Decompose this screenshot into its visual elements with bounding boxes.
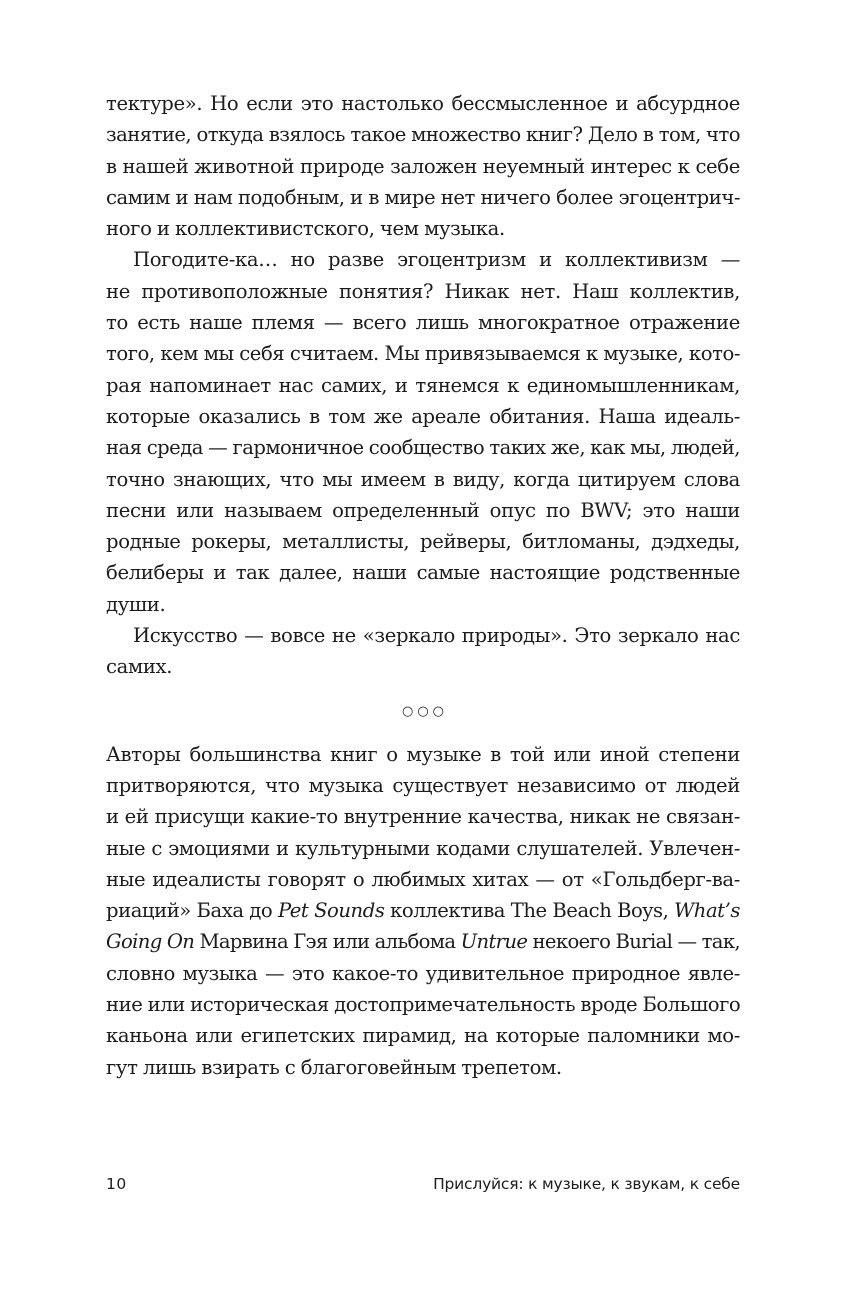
text-line bbox=[106, 926, 740, 957]
text-fragment: коллектива The Beach Boys, bbox=[384, 899, 675, 923]
text-line: рая напоминает нас самих, и тянемся к единомышленникам, bbox=[106, 373, 740, 397]
album-title-italic: What’s bbox=[674, 899, 740, 923]
text-fragment: Марвина Гэя или альбома bbox=[194, 930, 461, 954]
text-line: и ей присущи какие-то внутренние качества, никак не связан- bbox=[106, 805, 740, 829]
section-1 bbox=[106, 88, 740, 683]
page-body bbox=[106, 88, 740, 1083]
album-title-italic: Going On bbox=[106, 930, 195, 954]
text-line: родные рокеры, металлисты, рейверы, битломаны, дэдхеды, bbox=[106, 530, 740, 554]
paragraph bbox=[106, 88, 740, 244]
paragraph bbox=[106, 620, 740, 683]
paragraph bbox=[106, 244, 740, 620]
text-line: гут лишь взирать с благоговейным трепетом. bbox=[106, 1055, 562, 1079]
text-line: того, кем мы себя считаем. Мы привязываемся к музыке, кото- bbox=[106, 342, 740, 366]
section-separator: ○○○ bbox=[401, 703, 449, 719]
page-number: 10 bbox=[106, 1175, 127, 1193]
text-line: ные с эмоциями и культурными кодами слушателей. Увлечен- bbox=[106, 836, 740, 860]
text-line: не противоположные понятия? Никак нет. Наш коллектив, bbox=[106, 279, 740, 303]
text-line: ного и коллективистского, чем музыка. bbox=[106, 217, 505, 241]
text-line: Авторы большинства книг о музыке в той или иной степени bbox=[106, 742, 740, 766]
text-line: словно музыка — это какое-то удивительное природное явле- bbox=[106, 961, 740, 985]
text-line: которые оказались в том же ареале обитания. Наша идеаль- bbox=[106, 404, 740, 428]
text-line: тектуре». Но если это настолько бессмысленное и абсурдное bbox=[106, 92, 740, 115]
text-line: Погодите-ка… но разве эгоцентризм и коллективизм — bbox=[133, 248, 740, 272]
text-line: души. bbox=[106, 592, 166, 616]
album-title-italic: Pet Sounds bbox=[277, 899, 385, 923]
text-line: Искусство — вовсе не «зеркало природы». Это зеркало нас bbox=[133, 624, 740, 648]
text-line: ние или историческая достопримечательность вроде Большого bbox=[106, 993, 741, 1017]
text-line: каньона или египетских пирамид, на которые паломники мо- bbox=[106, 1024, 740, 1048]
text-line: ные идеалисты говорят о любимых хитах — от «Гольдберг-ва- bbox=[106, 867, 740, 891]
text-line: самих. bbox=[106, 655, 173, 679]
text-line: в нашей животной природе заложен неуемный интерес к себе bbox=[106, 154, 740, 178]
text-line: точно знающих, что мы имеем в виду, когда цитируем слова bbox=[106, 467, 740, 491]
text-line: притворяются, что музыка существует независимо от людей bbox=[106, 773, 740, 797]
text-fragment: некоего Burial — так, bbox=[527, 930, 740, 954]
text-line: песни или называем определенный опус по BWV; это наши bbox=[106, 498, 740, 522]
text-line: то есть наше племя — всего лишь многократное отражение bbox=[106, 311, 740, 335]
text-fragment: риаций» Баха до bbox=[106, 899, 278, 923]
page-footer bbox=[106, 1172, 740, 1196]
text-line: ная среда — гармоничное сообщество таких же, как мы, людей, bbox=[106, 436, 740, 460]
text-line: самим и нам подобным, и в мире нет ничего более эгоцентрич- bbox=[106, 185, 740, 209]
album-title-italic: Untrue bbox=[460, 930, 528, 954]
running-title: Прислуйся: к музыке, к звукам, к себе bbox=[433, 1175, 740, 1193]
text-line: занятие, откуда взялось такое множество книг? Дело в том, что bbox=[106, 123, 740, 147]
paragraph-section-2 bbox=[106, 739, 740, 1083]
text-line bbox=[106, 895, 740, 926]
text-line: белиберы и так далее, наши самые настоящие родственные bbox=[106, 561, 740, 585]
